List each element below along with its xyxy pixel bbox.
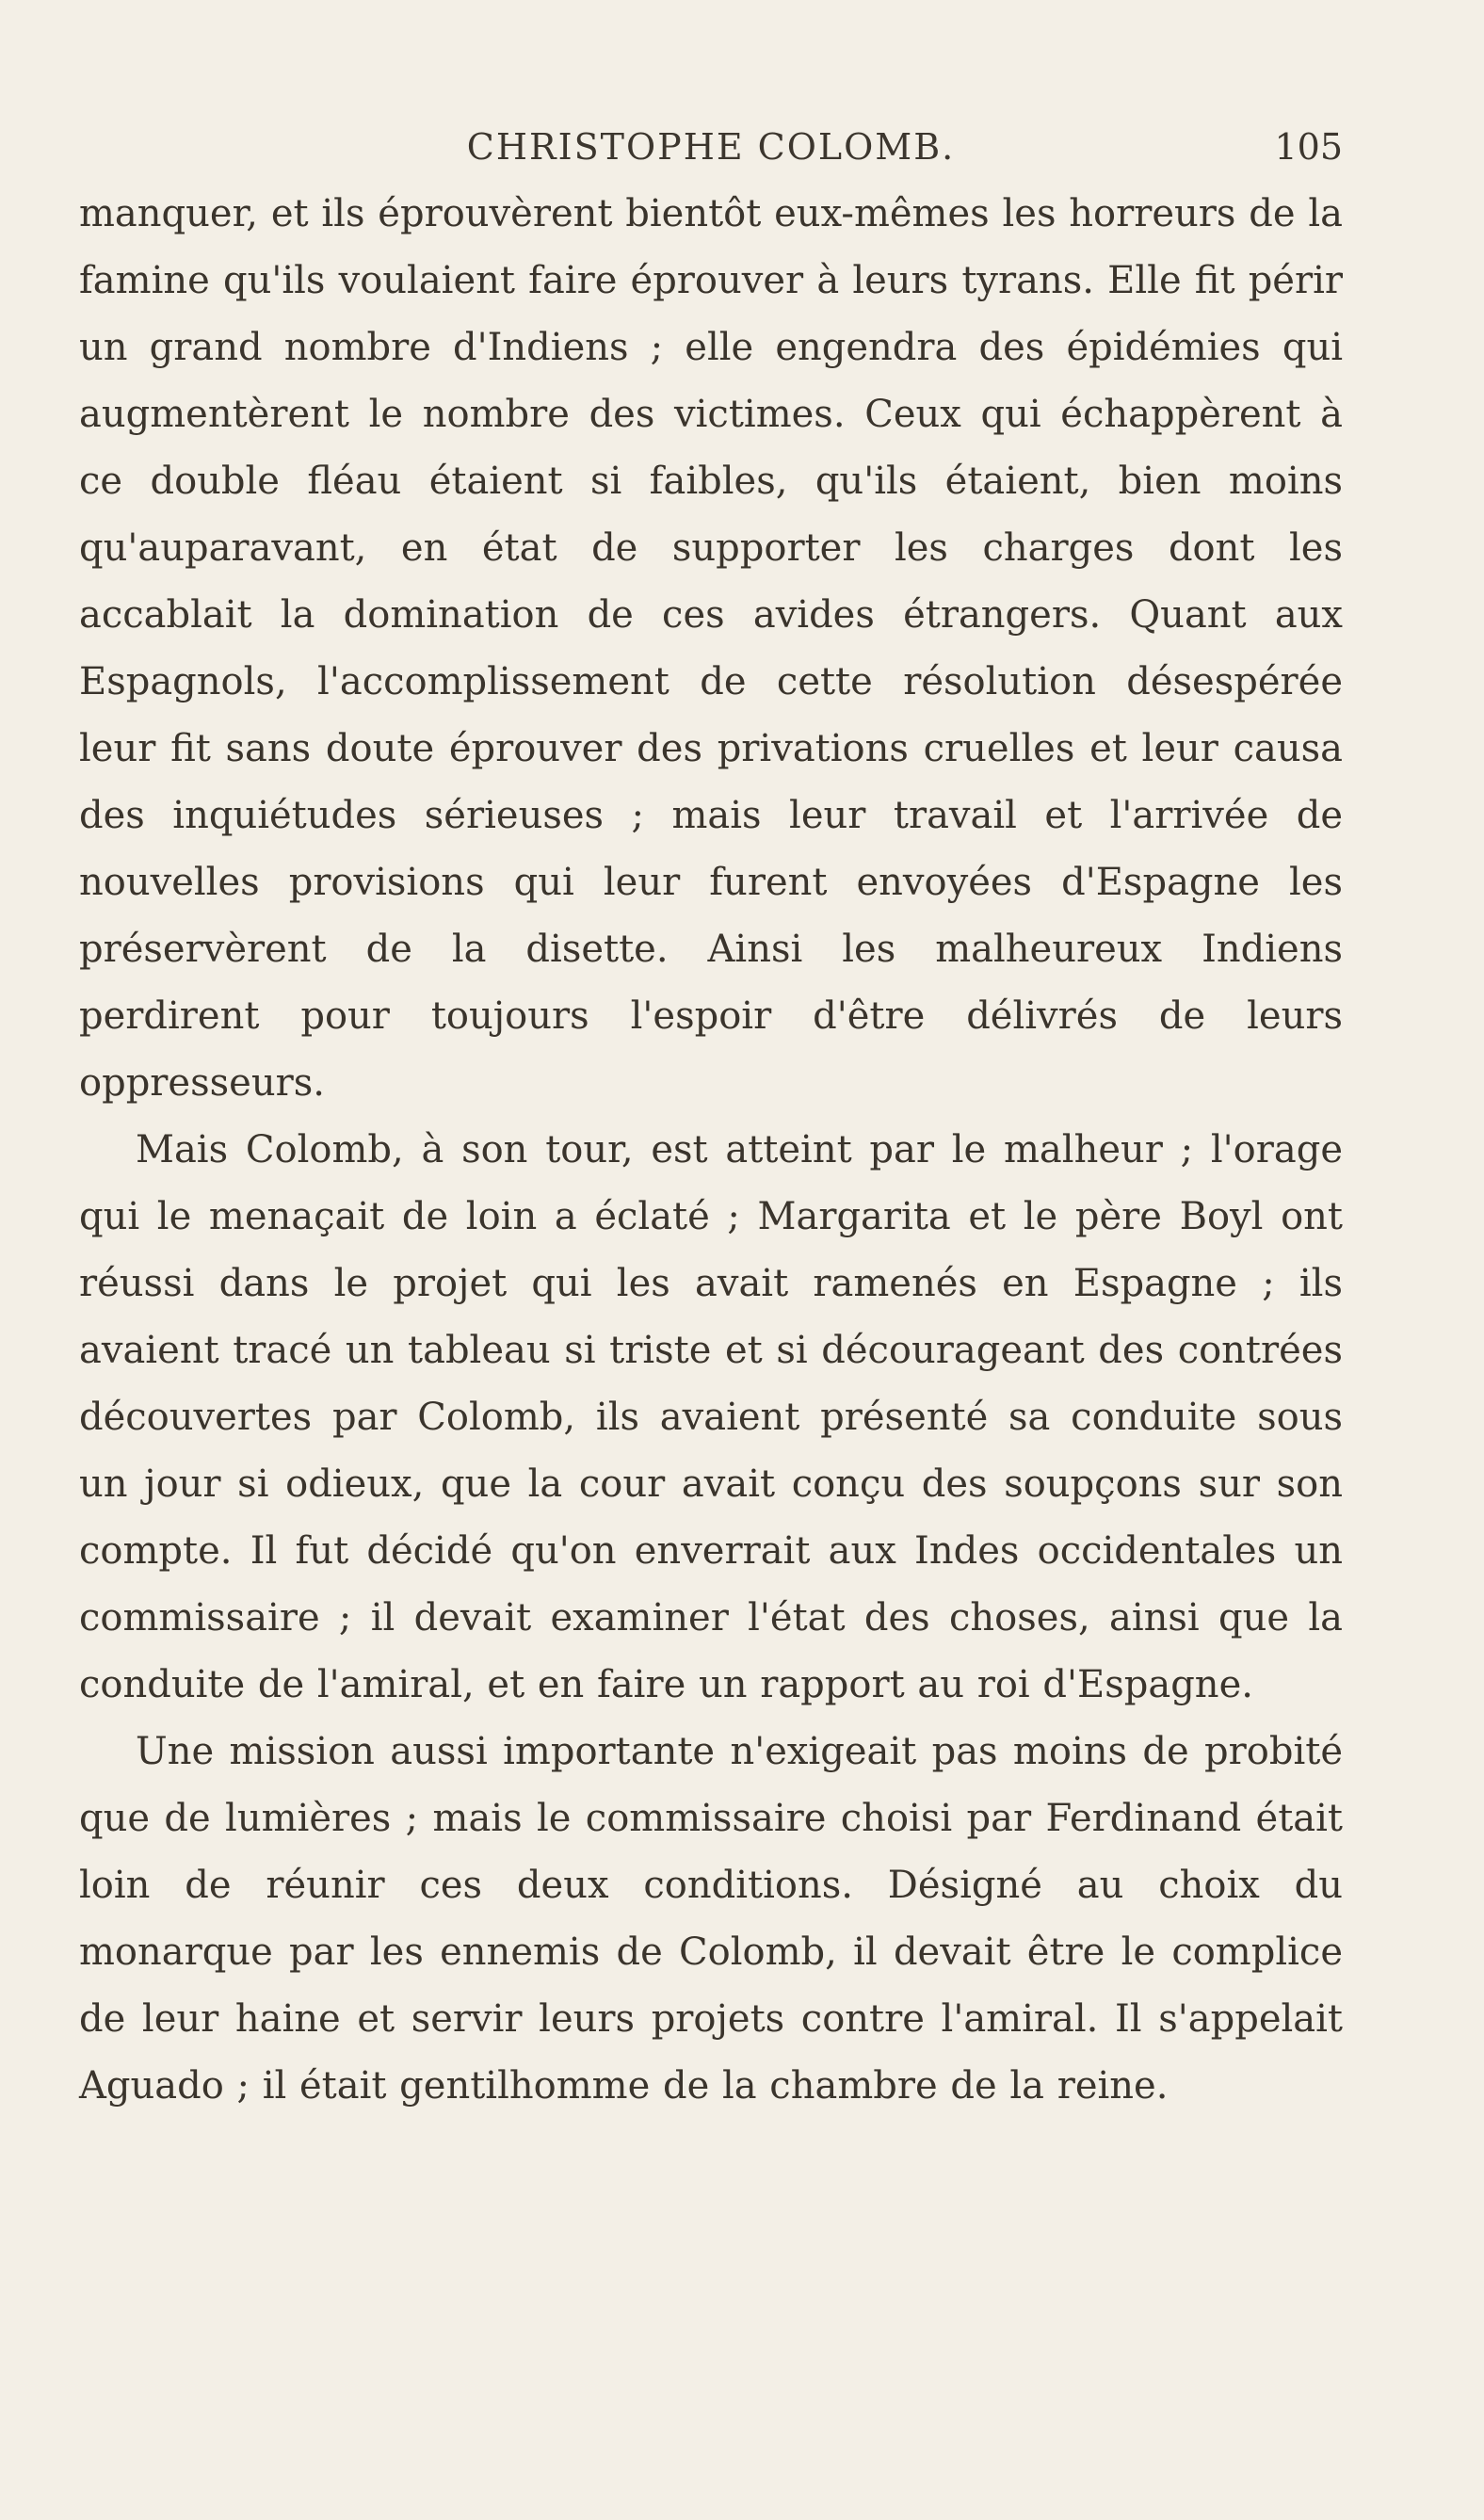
paragraph-3: Une mission aussi importante n'exigeait pas moins de probité que de lumières ; mais le commissaire choisi par Ferdinand était loin de réunir ces deux conditions. Désigné au choix du monarque par les ennemis de Colomb, il devait être le complice de leur haine et servir leurs projets contre l'amiral. Il s'appelait Aguado ; il était gentilhomme de la chambre de la reine.	[79, 1730, 1343, 2108]
running-title: CHRISTOPHE COLOMB.	[466, 126, 956, 168]
paragraph-1: manquer, et ils éprouvèrent bientôt eux-mêmes les horreurs de la famine qu'ils voulaient faire éprouver à leurs tyrans. Elle fit périr un grand nombre d'Indiens ; elle engendra des épidémies qui augmentèrent le nombre des victimes. Ceux qui échappèrent à ce double fléau étaient si faibles, qu'ils étaient, bien moins qu'auparavant, en état de supporter les charges dont les accablait la domination de ces avides étrangers. Quant aux Espagnols, l'accomplissement de cette résolution désespérée leur fit sans doute éprouver des privations cruelles et leur causa des inquiétudes sérieuses ; mais leur travail et l'arrivée de nouvelles provisions qui leur furent envoyées d'Espagne les préservèrent de la disette. Ainsi les malheureux Indiens perdirent pour toujours l'espoir d'être délivrés de leurs oppresseurs.	[79, 192, 1343, 1105]
paragraph-2: Mais Colomb, à son tour, est atteint par le malheur ; l'orage qui le menaçait de loin a éclaté ; Margarita et le père Boyl ont réussi dans le projet qui les avait ramenés en Espagne ; ils avaient tracé un tableau si triste et si décourageant des contrées découvertes par Colomb, ils avaient présenté sa conduite sous un jour si odieux, que la cour avait conçu des soupçons sur son compte. Il fut décidé qu'on enverrait aux Indes occidentales un commissaire ; il devait examiner l'état des choses, ainsi que la conduite de l'amiral, et en faire un rapport au roi d'Espagne.	[79, 1128, 1343, 1706]
body-text	[79, 181, 1343, 2120]
page-number: 105	[1274, 126, 1343, 168]
running-head	[79, 121, 1343, 173]
